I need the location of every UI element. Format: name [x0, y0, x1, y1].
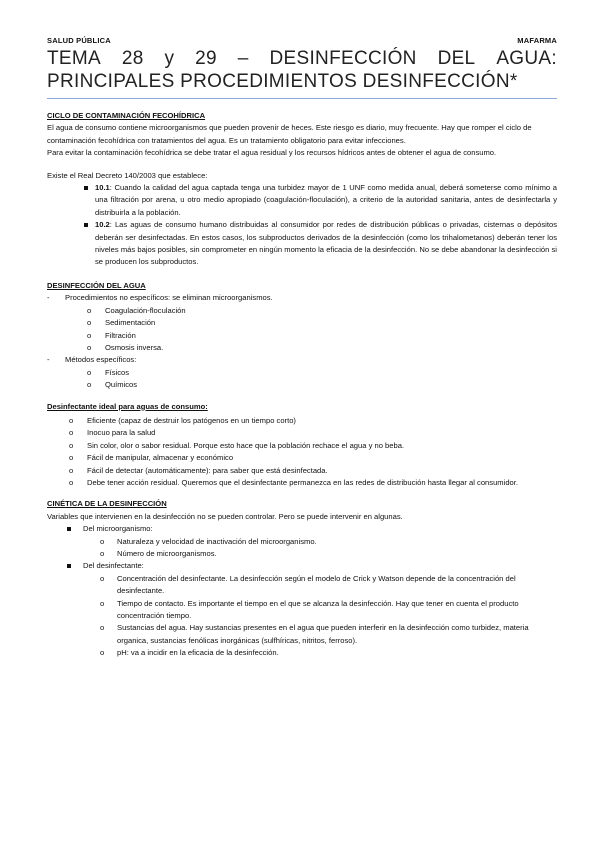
- page-title: [47, 47, 557, 93]
- section-heading-ciclo: CICLO DE CONTAMINACIÓN FECOHÍDRICA: [47, 111, 206, 120]
- list-item: o Sustancias del agua. Hay sustancias presentes en el agua que pueden interferir en la desinfección como turbidez, materia organica, sustancias fenólicas inorgánicas (sulfhíricas, nitritos, ferroso).: [47, 622, 557, 647]
- sub-list: [65, 305, 557, 355]
- list-item: o Debe tener acción residual. Queremos que el desinfectante permanezca en las redes de distribución hasta llegar al consumidor.: [47, 477, 557, 489]
- header-author: MAFARMA: [517, 36, 557, 45]
- section-heading-desinfeccion: DESINFECCIÓN DEL AGUA: [47, 280, 146, 290]
- variable-group-label: Del desinfectante:: [83, 561, 144, 571]
- title-divider: [47, 98, 557, 99]
- list-item: o Concentración del desinfectante. La desinfección según el modelo de Crick y Watson depende de la concentración del desinfectante.: [47, 573, 557, 598]
- list-item: [47, 523, 557, 560]
- decree-text: : Las aguas de consumo humano distribuidas al consumidor por redes de distribución públicas o privadas, cisternas o depósitos deberán ser desinfectadas. En estos casos, los subproductos derivados de la desinfección (como los trihalometanos) deberán tener los niveles más bajos posibles, sin comprometer en ningún momento la eficacia de la desinfección. No se debe abandonar la desinfección si se producen los subproductos.: [95, 220, 557, 267]
- section-heading-ideal: Desinfectante ideal para aguas de consumo:: [47, 401, 208, 411]
- page-header: [47, 36, 557, 45]
- method-group-label: Procedimientos no específicos: se eliminan microorganismos.: [65, 293, 273, 303]
- document-body: [47, 110, 557, 660]
- list-item: o Físicos: [65, 367, 557, 379]
- ideal-list: [47, 415, 557, 489]
- list-item: o Eficiente (capaz de destruir los patógenos en un tiempo corto): [47, 415, 557, 427]
- list-item: o Químicos: [65, 379, 557, 391]
- variable-group-label: Del microorganismo:: [83, 524, 153, 534]
- list-item: o Sin color, olor o sabor residual. Porque esto hace que la población rechace el agua y no beba.: [47, 440, 557, 452]
- list-item: [47, 560, 557, 659]
- decree-text: : Cuando la calidad del agua captada tenga una turbidez mayor de 1 UNF como medida anual, deberá someterse como mínimo a una filtración por arena, u otro medio apropiado (coagulación-floculación), a criterio de la autoridad sanitaria, antes de desinfectarla y distribuirla a la población.: [95, 183, 557, 217]
- title-word: DESINFECCIÓN: [269, 48, 417, 69]
- sub-list: [47, 573, 557, 660]
- list-item: [47, 182, 557, 219]
- section-heading-cinetica: CINÉTICA DE LA DESINFECCIÓN: [47, 499, 167, 509]
- list-item: o Filtración: [65, 330, 557, 342]
- list-item: o Fácil de detectar (automáticamente): para saber que está desinfectada.: [47, 465, 557, 477]
- list-item: o Número de microorganismos.: [47, 548, 557, 560]
- list-item: o Fácil de manipular, almacenar y económico: [47, 452, 557, 464]
- list-item: o Coagulación-floculación: [65, 305, 557, 317]
- paragraph: Para evitar la contaminación fecohídrica se debe tratar el agua residual y los recursos hídricos antes de obtener el agua de consumo.: [47, 148, 497, 158]
- title-word: DEL: [437, 48, 476, 69]
- title-word: AGUA:: [496, 48, 557, 69]
- title-line-1: [47, 47, 557, 70]
- document-page: [47, 36, 557, 660]
- sub-list: [47, 536, 557, 561]
- title-word: 29: [195, 48, 217, 69]
- title-word: TEMA: [47, 48, 101, 69]
- list-item: o Inocuo para la salud: [47, 427, 557, 439]
- paragraph: Variables que intervienen en la desinfección no se pueden controlar. Pero se puede intervenir en algunas.: [47, 511, 403, 521]
- title-word: 28: [121, 48, 144, 69]
- sub-list: [65, 367, 557, 392]
- decree-number: 10.1: [95, 183, 110, 193]
- list-item: [47, 292, 557, 354]
- list-item: o Tiempo de contacto. Es importante el tiempo en el que se alcanza la desinfección. Hay que tener en cuenta el producto concentración tiempo.: [47, 598, 557, 623]
- paragraph: Existe el Real Decreto 140/2003 que establece:: [47, 170, 208, 180]
- decree-list: [47, 182, 557, 269]
- title-line-2: PRINCIPALES PROCEDIMIENTOS DESINFECCIÓN*: [47, 71, 518, 92]
- method-list: [47, 292, 557, 391]
- paragraph: El agua de consumo contiene microorganismos que pueden provenir de heces. Este riesgo es diario, muy frecuente. Hay que romper el ciclo de contaminación fecohídrica con tratamientos del agua. Es un tratamiento obligatorio para evitar infecciones.: [47, 123, 532, 145]
- list-item: [47, 354, 557, 391]
- list-item: o Sedimentación: [65, 317, 557, 329]
- list-item: [47, 219, 557, 269]
- title-word: y: [164, 48, 175, 69]
- decree-number: 10.2: [95, 220, 110, 230]
- list-item: o Naturaleza y velocidad de inactivación del microorganismo.: [47, 536, 557, 548]
- list-item: o pH: va a incidir en la eficacia de la desinfección.: [47, 647, 557, 659]
- list-item: o Osmosis inversa.: [65, 342, 557, 354]
- method-group-label: Métodos específicos:: [65, 355, 137, 365]
- variable-list: [47, 523, 557, 659]
- title-word: –: [237, 48, 249, 69]
- header-subject: SALUD PÚBLICA: [47, 36, 111, 45]
